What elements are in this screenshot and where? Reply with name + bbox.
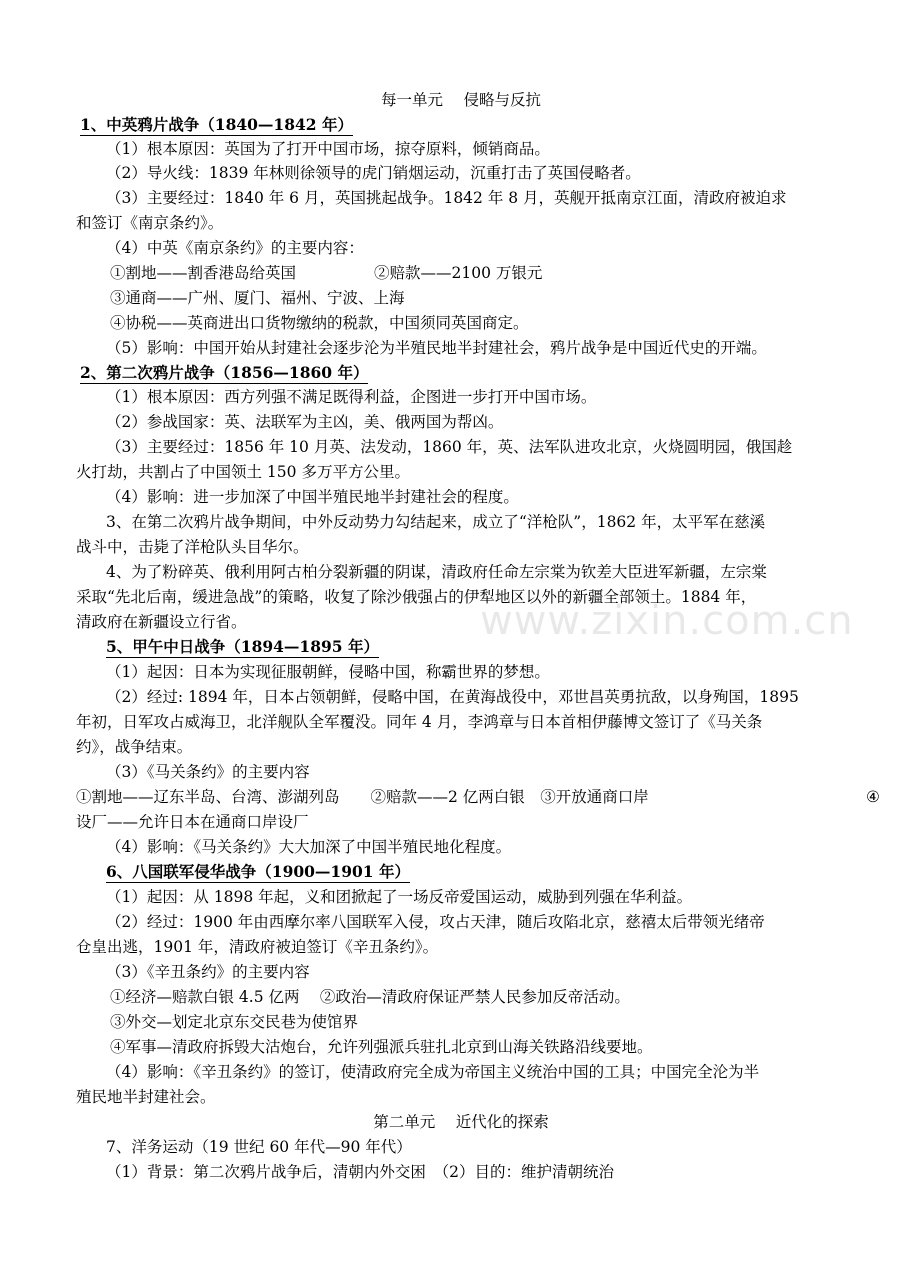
watermark: www.zixin.com.cn [480, 598, 854, 644]
section-5-line: 约》，战争结束。 [76, 738, 193, 756]
section-1-line: ④协税——英商进出口货物缴纳的税款，中国须同英国商定。 [110, 314, 529, 332]
section-3-line: 战斗中，击毙了洋枪队头目华尔。 [76, 538, 309, 556]
section-1-line: ②赔款——2100 万银元 [374, 264, 543, 282]
section-6-line: 仓皇出逃，1901 年，清政府被迫签订《辛丑条约》。 [76, 938, 439, 956]
section-2-line: （1）根本原因：西方列强不满足既得利益，企图进一步打开中国市场。 [106, 388, 597, 406]
section-3-line: 3、在第二次鸦片战争期间，中外反动势力勾结起来，成立了“洋枪队”，1862 年，太平军在慈溪 [106, 513, 766, 531]
section-4-line: 4、为了粉碎英、俄利用阿古柏分裂新疆的阴谋，清政府任命左宗棠为钦差大臣进军新疆，左宗棠 [106, 563, 767, 581]
section-5-title: 5、甲午中日战争（1894—1895 年） [106, 637, 379, 656]
section-7-title: 7、洋务运动（19 世纪 60 年代—90 年代） [106, 1138, 412, 1156]
section-5-line: （4）影响：《马关条约》大大加深了中国半殖民地化程度。 [106, 838, 512, 856]
unit-1-title: 每一单元 侵略与反抗 [381, 91, 541, 109]
section-4-line: 清政府在新疆设立行省。 [76, 613, 247, 631]
section-1-title: 1、中英鸦片战争（1840—1842 年） [80, 115, 353, 134]
section-6-line: （3）《辛丑条约》的主要内容 [106, 963, 310, 981]
section-2-line: （3）主要经过：1856 年 10 月英、法发动，1860 年，英、法军队进攻北京，火烧圆明园，俄国趁 [106, 438, 793, 456]
section-1-line: （3）主要经过：1840 年 6 月，英国挑起战争。1842 年 8 月，英舰开抵南京江面，清政府被迫求 [106, 189, 787, 207]
section-5-line: 年初，日军攻占威海卫，北洋舰队全军覆没。同年 4 月，李鸿章与日本首相伊藤博文签订了《马关条 [76, 713, 763, 731]
section-5-line: ①割地——辽东半岛、台湾、澎湖列岛 ②赔款——2 亿两白银 ③开放通商口岸 [76, 788, 649, 806]
section-2-line: （4）影响：进一步加深了中国半殖民地半封建社会的程度。 [106, 488, 519, 506]
section-2-line: 火打劫，共割占了中国领土 150 多万平方公里。 [76, 463, 410, 481]
section-1-line: 和签订《南京条约》。 [76, 214, 224, 232]
section-6-line: （4）影响：《辛丑条约》的签订，使清政府完全成为帝国主义统治中国的工具；中国完全沦为半 [106, 1063, 760, 1081]
section-6-line: 殖民地半封建社会。 [76, 1088, 216, 1106]
section-1-line: （5）影响：中国开始从封建社会逐步沦为半殖民地半封建社会，鸦片战争是中国近代史的开端。 [106, 339, 767, 357]
section-2-line: （2）参战国家：英、法联军为主凶，美、俄两国为帮凶。 [106, 413, 504, 431]
section-1-line: （2）导火线：1839 年林则徐领导的虎门销烟运动，沉重打击了英国侵略者。 [106, 164, 641, 182]
section-7-line: （1）背景：第二次鸦片战争后，清朝内外交困 （2）目的：维护清朝统治 [106, 1163, 614, 1181]
section-5-line: （2）经过: 1894 年，日本占领朝鲜，侵略中国，在黄海战役中，邓世昌英勇抗敌，以身殉国，1895 [106, 688, 799, 706]
section-6-line: （2）经过：1900 年由西摩尔率八国联军入侵，攻占天津，随后攻陷北京，慈禧太后带领光绪帝 [106, 913, 765, 931]
section-6-line: ①经济—赔款白银 4.5 亿两 ②政治—清政府保证严禁人民参加反帝活动。 [110, 988, 630, 1006]
section-1-line: （4）中英《南京条约》的主要内容： [106, 239, 364, 257]
section-1-line: ①割地——割香港岛给英国 [110, 264, 297, 282]
section-6-line: ④军事—清政府拆毁大沽炮台，允许列强派兵驻扎北京到山海关铁路沿线要地。 [110, 1038, 653, 1056]
section-1-line: （1）根本原因：英国为了打开中国市场，掠夺原料，倾销商品。 [106, 140, 550, 158]
section-6-line: ③外交—划定北京东交民巷为使馆界 [110, 1013, 359, 1031]
section-5-line: （3）《马关条约》的主要内容 [106, 763, 310, 781]
section-6-title: 6、八国联军侵华战争（1900—1901 年） [106, 862, 410, 881]
section-4-line: 采取“先北后南，缓进急战”的策略，收复了除沙俄强占的伊犁地区以外的新疆全部领土。1884 年， [76, 588, 757, 606]
unit-2-title: 第二单元 近代化的探索 [373, 1113, 549, 1131]
section-6-line: （1）起因：从 1898 年起，义和团掀起了一场反帝爱国运动，威胁到列强在华利益。 [106, 888, 693, 906]
section-1-line: ③通商——广州、厦门、福州、宁波、上海 [110, 289, 405, 307]
section-5-line: 设厂——允许日本在通商口岸设厂 [76, 813, 309, 831]
section-5-line: ④ [866, 788, 880, 806]
section-2-title: 2、第二次鸦片战争（1856—1860 年） [80, 363, 369, 382]
section-5-line: （1）起因：日本为实现征服朝鲜，侵略中国，称霸世界的梦想。 [106, 663, 550, 681]
